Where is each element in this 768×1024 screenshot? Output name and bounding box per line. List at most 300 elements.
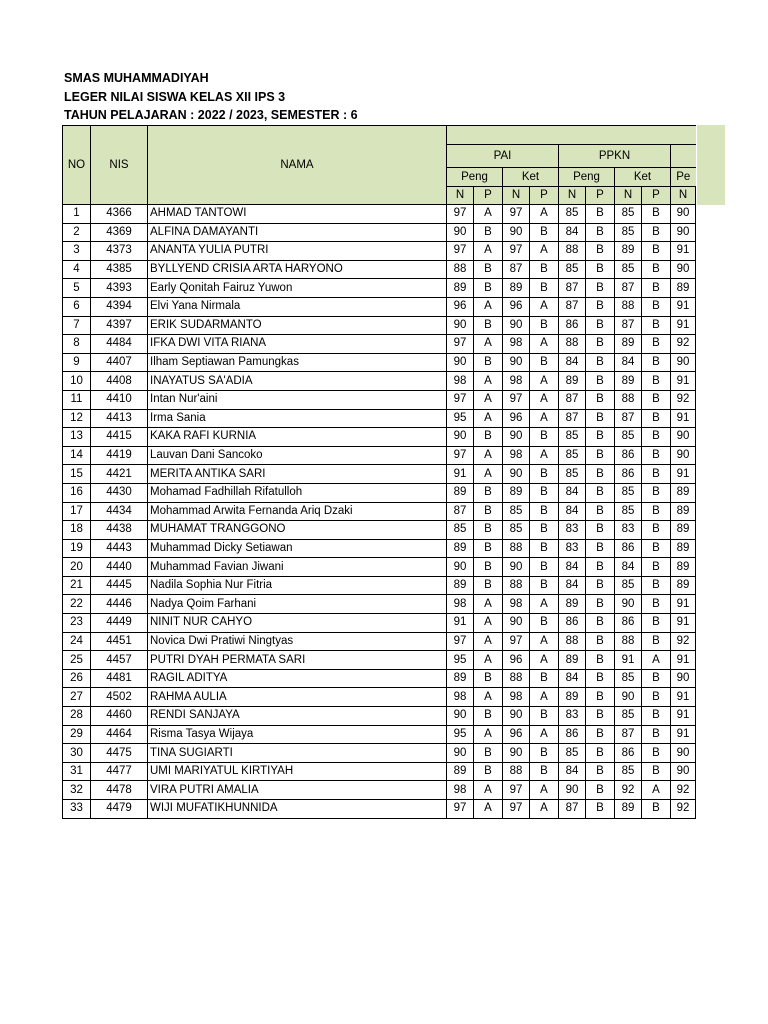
cell-ppkn-ket-n: 87 [615,316,642,335]
cell-pai-ket-n: 89 [503,483,530,502]
cell-pai-peng-p: A [474,614,503,633]
cell-nama: Nadya Qoim Farhani [148,595,447,614]
cell-ppkn-peng-p: B [586,576,615,595]
cell-ppkn-peng-n: 83 [559,539,586,558]
cell-ppkn-ket-n: 85 [615,762,642,781]
table-row [63,688,696,707]
table-row [63,279,696,298]
table-row [63,297,696,316]
cell-ppkn-ket-n: 85 [615,260,642,279]
cell-nama: Elvi Yana Nirmala [148,297,447,316]
cell-ppkn-peng-p: B [586,297,615,316]
cell-ppkn-ket-n: 84 [615,353,642,372]
cell-ppkn-ket-n: 88 [615,390,642,409]
cell-pai-peng-p: A [474,409,503,428]
cell-nama: BYLLYEND CRISIA ARTA HARYONO [148,260,447,279]
cell-nama: IFKA DWI VITA RIANA [148,335,447,354]
cell-nama: Intan Nur'aini [148,390,447,409]
cell-pai-peng-p: A [474,446,503,465]
cell-nis: 4440 [91,558,148,577]
cell-ppkn-ket-p: B [642,242,671,261]
cell-ppkn-peng-p: B [586,353,615,372]
cell-pai-ket-n: 90 [503,744,530,763]
cell-pai-ket-p: B [530,576,559,595]
cell-ppkn-peng-p: B [586,632,615,651]
cell-ppkn-peng-p: B [586,409,615,428]
cell-no: 21 [63,576,91,595]
cell-no: 33 [63,800,91,819]
cell-pai-peng-n: 91 [447,465,474,484]
cell-ppkn-peng-p: B [586,725,615,744]
table-row [63,372,696,391]
table-row [63,762,696,781]
cell-ppkn-peng-p: B [586,223,615,242]
cell-ppkn-ket-p: B [642,446,671,465]
table-row [63,595,696,614]
cell-pai-ket-p: B [530,744,559,763]
cell-pai-peng-p: A [474,651,503,670]
cell-pai-peng-p: B [474,707,503,726]
cell-pai-peng-n: 90 [447,428,474,447]
cell-no: 12 [63,409,91,428]
cell-next-n: 90 [671,205,696,224]
cell-nama: TINA SUGIARTI [148,744,447,763]
header-p: P [642,187,671,205]
cell-pai-ket-p: A [530,800,559,819]
cell-ppkn-ket-p: B [642,428,671,447]
grade-table [62,125,696,819]
cell-next-n: 90 [671,353,696,372]
cell-pai-peng-p: B [474,316,503,335]
cell-ppkn-peng-n: 83 [559,521,586,540]
cell-pai-peng-p: B [474,428,503,447]
cell-no: 29 [63,725,91,744]
cell-pai-peng-n: 97 [447,335,474,354]
cell-ppkn-ket-n: 86 [615,614,642,633]
cell-pai-ket-n: 97 [503,632,530,651]
cell-pai-ket-p: B [530,260,559,279]
table-row [63,335,696,354]
cell-ppkn-ket-p: B [642,558,671,577]
cell-pai-ket-p: B [530,428,559,447]
cell-pai-peng-n: 97 [447,446,474,465]
cell-ppkn-peng-n: 86 [559,316,586,335]
cell-nama: ANANTA YULIA PUTRI [148,242,447,261]
cell-ppkn-ket-n: 89 [615,335,642,354]
cell-pai-ket-n: 90 [503,353,530,372]
table-row [63,428,696,447]
header-subjects-band [447,126,696,145]
cell-nis: 4481 [91,669,148,688]
cell-next-n: 90 [671,260,696,279]
cell-nama: PUTRI DYAH PERMATA SARI [148,651,447,670]
cell-nis: 4397 [91,316,148,335]
cell-ppkn-peng-n: 87 [559,800,586,819]
cell-pai-ket-p: B [530,614,559,633]
cell-pai-peng-p: A [474,205,503,224]
cell-no: 27 [63,688,91,707]
cell-nama: MUHAMAT TRANGGONO [148,521,447,540]
header-nama: NAMA [148,126,447,205]
cell-no: 11 [63,390,91,409]
cell-no: 25 [63,651,91,670]
table-row [63,483,696,502]
cell-pai-ket-n: 96 [503,409,530,428]
cell-no: 14 [63,446,91,465]
cell-pai-peng-n: 97 [447,242,474,261]
cell-ppkn-ket-p: B [642,707,671,726]
cell-ppkn-ket-n: 87 [615,409,642,428]
cell-pai-ket-p: B [530,762,559,781]
cell-ppkn-peng-n: 84 [559,502,586,521]
cell-nis: 4410 [91,390,148,409]
cell-pai-ket-p: B [530,223,559,242]
cell-nama: Nadila Sophia Nur Fitria [148,576,447,595]
cell-pai-ket-p: A [530,372,559,391]
cell-nama: UMI MARIYATUL KIRTIYAH [148,762,447,781]
cell-no: 31 [63,762,91,781]
cell-ppkn-peng-n: 85 [559,260,586,279]
table-row [63,502,696,521]
cell-next-n: 90 [671,446,696,465]
cell-ppkn-peng-n: 87 [559,297,586,316]
cell-next-n: 91 [671,651,696,670]
cell-pai-ket-n: 87 [503,260,530,279]
cell-ppkn-ket-n: 85 [615,483,642,502]
cell-next-n: 90 [671,223,696,242]
cell-ppkn-ket-p: B [642,372,671,391]
cell-nis: 4484 [91,335,148,354]
header-p: P [474,187,503,205]
cell-no: 7 [63,316,91,335]
cell-pai-peng-p: A [474,725,503,744]
cell-pai-ket-p: A [530,725,559,744]
cell-nama: Irma Sania [148,409,447,428]
cell-ppkn-ket-p: B [642,614,671,633]
cell-nis: 4369 [91,223,148,242]
table-row [63,800,696,819]
cell-pai-peng-p: A [474,465,503,484]
cell-ppkn-peng-p: B [586,483,615,502]
cell-pai-peng-n: 98 [447,372,474,391]
cell-pai-ket-p: B [530,316,559,335]
cell-ppkn-ket-p: B [642,353,671,372]
cell-nama: Novica Dwi Pratiwi Ningtyas [148,632,447,651]
cell-nama: MERITA ANTIKA SARI [148,465,447,484]
cell-no: 26 [63,669,91,688]
cell-pai-ket-p: A [530,688,559,707]
cell-ppkn-peng-p: B [586,614,615,633]
cell-ppkn-peng-p: B [586,669,615,688]
cell-ppkn-peng-n: 85 [559,465,586,484]
cell-next-n: 91 [671,297,696,316]
cell-ppkn-ket-p: B [642,223,671,242]
cell-no: 30 [63,744,91,763]
cell-nama: ERIK SUDARMANTO [148,316,447,335]
cell-ppkn-ket-n: 86 [615,539,642,558]
header-nis: NIS [91,126,148,205]
cell-next-n: 92 [671,781,696,800]
cell-pai-ket-p: B [530,502,559,521]
cell-nama: Early Qonitah Fairuz Yuwon [148,279,447,298]
cell-no: 2 [63,223,91,242]
cell-ppkn-peng-n: 89 [559,372,586,391]
cell-ppkn-ket-n: 84 [615,558,642,577]
cell-pai-peng-p: A [474,242,503,261]
header-subject-ppkn: PPKN [559,145,671,168]
table-header [63,126,696,205]
table-row [63,390,696,409]
cell-pai-peng-n: 97 [447,390,474,409]
table-row [63,725,696,744]
cell-pai-peng-p: B [474,539,503,558]
cell-no: 19 [63,539,91,558]
cell-ppkn-peng-p: B [586,744,615,763]
cell-pai-peng-p: B [474,558,503,577]
cell-nis: 4443 [91,539,148,558]
cell-ppkn-ket-p: A [642,651,671,670]
cell-ppkn-peng-p: B [586,372,615,391]
cell-ppkn-peng-p: B [586,260,615,279]
cell-pai-peng-n: 97 [447,205,474,224]
table-row [63,576,696,595]
cell-ppkn-peng-p: B [586,688,615,707]
cell-pai-peng-n: 89 [447,669,474,688]
cell-nis: 4457 [91,651,148,670]
table-row [63,465,696,484]
cell-nis: 4413 [91,409,148,428]
cell-pai-peng-n: 95 [447,651,474,670]
cell-ppkn-peng-p: B [586,279,615,298]
cell-pai-peng-n: 88 [447,260,474,279]
report-titles [64,69,358,125]
header-fill-overflow [697,125,725,205]
cell-nis: 4393 [91,279,148,298]
cell-no: 13 [63,428,91,447]
cell-next-n: 91 [671,707,696,726]
cell-pai-ket-p: B [530,539,559,558]
table-row [63,651,696,670]
cell-ppkn-peng-p: B [586,465,615,484]
cell-nis: 4415 [91,428,148,447]
cell-nama: Muhammad Favian Jiwani [148,558,447,577]
cell-next-n: 89 [671,521,696,540]
cell-next-n: 90 [671,669,696,688]
header-p: P [530,187,559,205]
table-body [63,205,696,819]
cell-pai-peng-n: 97 [447,632,474,651]
cell-no: 1 [63,205,91,224]
cell-ppkn-ket-n: 90 [615,688,642,707]
cell-pai-peng-n: 98 [447,688,474,707]
cell-next-n: 90 [671,762,696,781]
table-row [63,242,696,261]
cell-ppkn-peng-p: B [586,428,615,447]
cell-pai-peng-p: B [474,260,503,279]
header-n: N [559,187,586,205]
cell-nama: INAYATUS SA'ADIA [148,372,447,391]
cell-pai-ket-n: 96 [503,297,530,316]
cell-ppkn-ket-n: 85 [615,669,642,688]
cell-nis: 4373 [91,242,148,261]
cell-nis: 4408 [91,372,148,391]
header-n: N [615,187,642,205]
cell-ppkn-ket-p: B [642,390,671,409]
cell-next-n: 92 [671,335,696,354]
cell-ppkn-peng-n: 87 [559,390,586,409]
cell-pai-peng-n: 89 [447,762,474,781]
cell-next-n: 91 [671,595,696,614]
table-row [63,260,696,279]
cell-next-n: 89 [671,279,696,298]
cell-pai-ket-n: 85 [503,521,530,540]
cell-nis: 4449 [91,614,148,633]
cell-ppkn-ket-p: B [642,539,671,558]
cell-ppkn-ket-n: 88 [615,297,642,316]
table-row [63,669,696,688]
cell-ppkn-ket-n: 85 [615,428,642,447]
cell-nama: Muhammad Dicky Setiawan [148,539,447,558]
cell-ppkn-ket-p: B [642,521,671,540]
cell-pai-ket-p: B [530,353,559,372]
cell-pai-peng-n: 85 [447,521,474,540]
cell-ppkn-ket-n: 86 [615,744,642,763]
cell-next-n: 92 [671,632,696,651]
academic-year: TAHUN PELAJARAN : 2022 / 2023, SEMESTER : 6 [64,108,358,123]
cell-pai-ket-p: B [530,707,559,726]
cell-ppkn-ket-p: A [642,781,671,800]
cell-pai-ket-n: 90 [503,428,530,447]
leger-title: LEGER NILAI SISWA KELAS XII IPS 3 [64,89,286,104]
cell-ppkn-peng-n: 86 [559,725,586,744]
cell-ppkn-ket-n: 87 [615,725,642,744]
table-row [63,316,696,335]
cell-pai-peng-n: 97 [447,800,474,819]
table-row [63,632,696,651]
cell-nis: 4502 [91,688,148,707]
cell-ppkn-peng-n: 89 [559,688,586,707]
cell-pai-peng-p: A [474,632,503,651]
cell-ppkn-ket-p: B [642,260,671,279]
table-row [63,781,696,800]
cell-nis: 4475 [91,744,148,763]
cell-nama: Lauvan Dani Sancoko [148,446,447,465]
cell-nis: 4446 [91,595,148,614]
cell-pai-ket-p: A [530,409,559,428]
cell-ppkn-ket-n: 86 [615,446,642,465]
cell-no: 32 [63,781,91,800]
cell-pai-peng-p: B [474,744,503,763]
cell-ppkn-ket-p: B [642,409,671,428]
cell-next-n: 89 [671,558,696,577]
cell-pai-ket-n: 90 [503,316,530,335]
cell-nis: 4478 [91,781,148,800]
cell-no: 23 [63,614,91,633]
cell-ppkn-peng-n: 85 [559,428,586,447]
cell-ppkn-ket-p: B [642,205,671,224]
cell-ppkn-peng-p: B [586,707,615,726]
cell-pai-peng-n: 90 [447,353,474,372]
cell-ppkn-ket-p: B [642,595,671,614]
cell-ppkn-ket-n: 85 [615,205,642,224]
cell-ppkn-peng-n: 89 [559,651,586,670]
cell-nis: 4394 [91,297,148,316]
cell-nama: Mohammad Arwita Fernanda Ariq Dzaki [148,502,447,521]
cell-ppkn-peng-n: 89 [559,595,586,614]
cell-ppkn-ket-p: B [642,279,671,298]
cell-ppkn-peng-n: 90 [559,781,586,800]
cell-pai-ket-p: B [530,521,559,540]
cell-ppkn-peng-p: B [586,539,615,558]
cell-ppkn-ket-p: B [642,576,671,595]
cell-ppkn-ket-n: 88 [615,632,642,651]
cell-nis: 4366 [91,205,148,224]
cell-pai-peng-p: A [474,781,503,800]
table-row [63,744,696,763]
cell-nama: RENDI SANJAYA [148,707,447,726]
cell-pai-ket-n: 98 [503,688,530,707]
cell-pai-ket-n: 90 [503,707,530,726]
cell-ppkn-peng-p: B [586,595,615,614]
cell-ppkn-peng-n: 84 [559,558,586,577]
cell-nama: NINIT NUR CAHYO [148,614,447,633]
header-n: N [447,187,474,205]
cell-no: 8 [63,335,91,354]
cell-no: 3 [63,242,91,261]
cell-ppkn-ket-p: B [642,335,671,354]
cell-ppkn-peng-p: B [586,502,615,521]
cell-ppkn-ket-n: 87 [615,279,642,298]
table-row [63,521,696,540]
cell-pai-ket-n: 98 [503,446,530,465]
cell-pai-ket-p: A [530,335,559,354]
cell-pai-ket-n: 88 [503,762,530,781]
cell-ppkn-peng-p: B [586,242,615,261]
cell-nama: Mohamad Fadhillah Rifatulloh [148,483,447,502]
cell-next-n: 89 [671,539,696,558]
cell-ppkn-ket-n: 90 [615,595,642,614]
table-row [63,409,696,428]
cell-pai-peng-p: A [474,297,503,316]
cell-pai-peng-n: 90 [447,707,474,726]
cell-ppkn-ket-p: B [642,744,671,763]
cell-pai-peng-n: 89 [447,279,474,298]
cell-pai-ket-n: 90 [503,223,530,242]
cell-pai-ket-n: 85 [503,502,530,521]
cell-nis: 4434 [91,502,148,521]
cell-ppkn-peng-p: B [586,390,615,409]
cell-pai-peng-p: B [474,223,503,242]
cell-ppkn-ket-n: 92 [615,781,642,800]
cell-no: 10 [63,372,91,391]
cell-pai-ket-p: B [530,465,559,484]
cell-nama: RAGIL ADITYA [148,669,447,688]
cell-next-n: 91 [671,242,696,261]
cell-next-n: 89 [671,502,696,521]
header-n: N [671,187,696,205]
cell-ppkn-peng-n: 84 [559,483,586,502]
cell-pai-peng-n: 89 [447,483,474,502]
cell-pai-ket-n: 96 [503,725,530,744]
cell-ppkn-peng-p: B [586,521,615,540]
cell-pai-peng-p: B [474,762,503,781]
cell-pai-peng-n: 87 [447,502,474,521]
cell-nis: 4479 [91,800,148,819]
cell-pai-ket-n: 90 [503,558,530,577]
cell-ppkn-ket-p: B [642,688,671,707]
cell-next-n: 91 [671,316,696,335]
header-pai-ket: Ket [503,168,559,187]
